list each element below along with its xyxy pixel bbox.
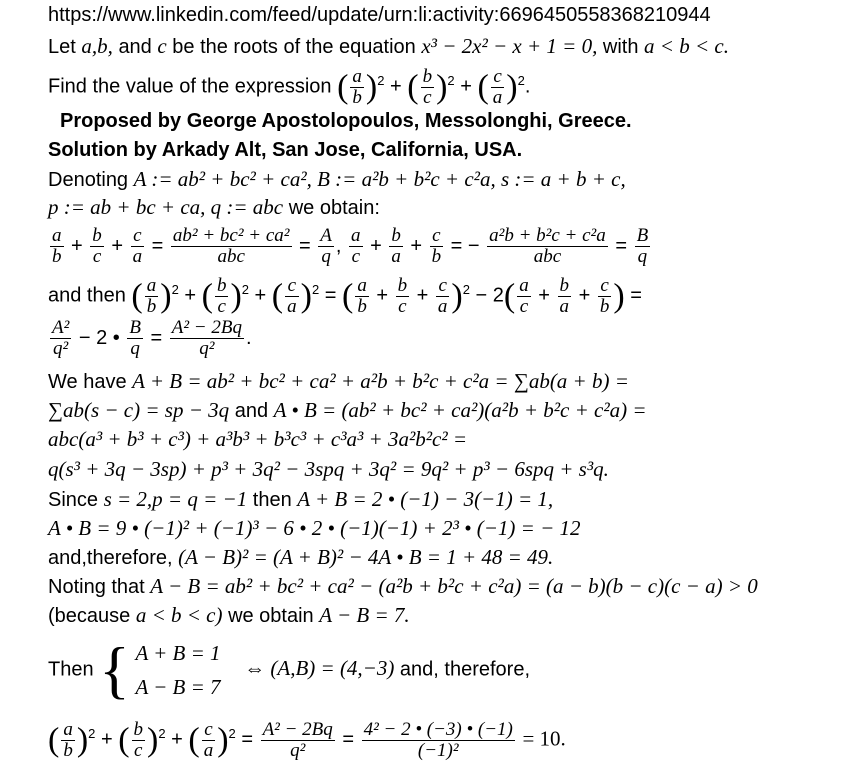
noting-line: Noting that A − B = ab² + bc² + ca² − (a²b + b²c + c²a) = (a − b)(b − c)(c − a) > 0 bbox=[48, 574, 758, 598]
source-url[interactable]: https://www.linkedin.com/feed/update/urn:li:activity:6696450558368210944 bbox=[48, 4, 711, 26]
definitions-line: p := ab + bc + ca, q := abc we obtain: bbox=[48, 195, 380, 219]
final-answer: = 10. bbox=[522, 726, 566, 751]
equation-system: A + B = 1 A − B = 7 bbox=[135, 641, 221, 699]
final-line: ( $\frac{a}{b}$ )$^2$ + ( $\frac{b}{c}$ )$^2$ + ( $\frac{c}{a}$ )$^2$ = $\frac{\text{A² − 2Bq}}{\text{q²}}$ = $\frac{\text{4² − 2 • (−3) • (−1)}}{\text{(−1)²}}$ = 10. bbox=[48, 718, 566, 761]
result-fraction-line: $\frac{\text{A²}}{\text{q²}}$ − 2 • $\frac{B}{q}$ = $\frac{\text{A² − 2Bq}}{\text{q²}}$ . bbox=[52, 317, 252, 360]
solution-by: Solution by Arkady Alt, San Jose, California, USA. bbox=[48, 139, 523, 161]
problem-line-1: Let a,b, and c be the roots of the equation x³ − 2x² − x + 1 = 0, with a < b < c. bbox=[48, 34, 729, 58]
product-expansion-line: abc(a³ + b³ + c³) + a³b³ + b³c³ + c³a³ + 3a²b²c² = bbox=[48, 427, 468, 451]
fraction-sum-line: $\frac{a}{b}$ + $\frac{b}{c}$ + $\frac{c}{a}$ = $\frac{\text{ab² + bc² + ca²}}{\text{abc}}$ = $\frac{A}{q}$ , $\frac{a}{c}$ + $\frac{b}{a}$ + $\frac{c}{b}$ = − $\frac{\text{a²b + b²c + c²a}}{\text{abc}}$ = $\frac{B}{q}$ bbox=[52, 225, 649, 268]
product-eval-line: A • B = 9 • (−1)² + (−1)³ − 6 • 2 • (−1)(−1) + 2³ • (−1) = − 12 bbox=[48, 516, 581, 540]
and-then-line: and then ( $\frac{a}{b}$ )$^2$ + ( $\frac{b}{c}$ )$^2$ + ( $\frac{c}{a}$ )$^2$ = ( $\frac{a}{b}$ + $\frac{b}{c}$ + $\frac{c}{a}$ )$^2$ − 2( $\frac{a}{c}$ + $\frac{b}{a}$ + $\frac{c}{b}$ ) = bbox=[48, 274, 642, 317]
therefore-line: and,therefore, (A − B)² = (A + B)² − 4A • B = 1 + 48 = 49. bbox=[48, 545, 554, 569]
since-line: Since s = 2,p = q = −1 then A + B = 2 • (−1) − 3(−1) = 1, bbox=[48, 487, 554, 511]
sum-product-line: ∑ab(s − c) = sp − 3q and A • B = (ab² + bc² + ca²)(a²b + b²c + c²a) = bbox=[48, 398, 647, 422]
cubic-equation: x³ − 2x² − x + 1 = 0, bbox=[421, 34, 598, 58]
because-line: (because a < b < c) we obtain A − B = 7. bbox=[48, 603, 410, 627]
product-symmetric-line: q(s³ + 3q − 3sp) + p³ + 3q² − 3spq + 3q² = 9q² + p³ − 6spq + s³q. bbox=[48, 457, 609, 481]
denoting-line: Denoting A := ab² + bc² + ca², B := a²b + b²c + c²a, s := a + b + c, bbox=[48, 167, 626, 191]
we-have-line: We have A + B = ab² + bc² + ca² + a²b + b²c + c²a = ∑ab(a + b) = bbox=[48, 369, 629, 393]
problem-line-2: Find the value of the expression ( $\frac{a}{b}$ )$^2$ + ( $\frac{b}{c}$ )$^2$ + ( $\frac{c}{a}$ )$^2$. bbox=[48, 65, 531, 108]
proposed-by: Proposed by George Apostolopoulos, Messolonghi, Greece. bbox=[60, 110, 632, 132]
system-line: Then { A + B = 1 A − B = 7 ⇔ (A,B) = (4,−3) and, therefore, bbox=[48, 634, 531, 705]
